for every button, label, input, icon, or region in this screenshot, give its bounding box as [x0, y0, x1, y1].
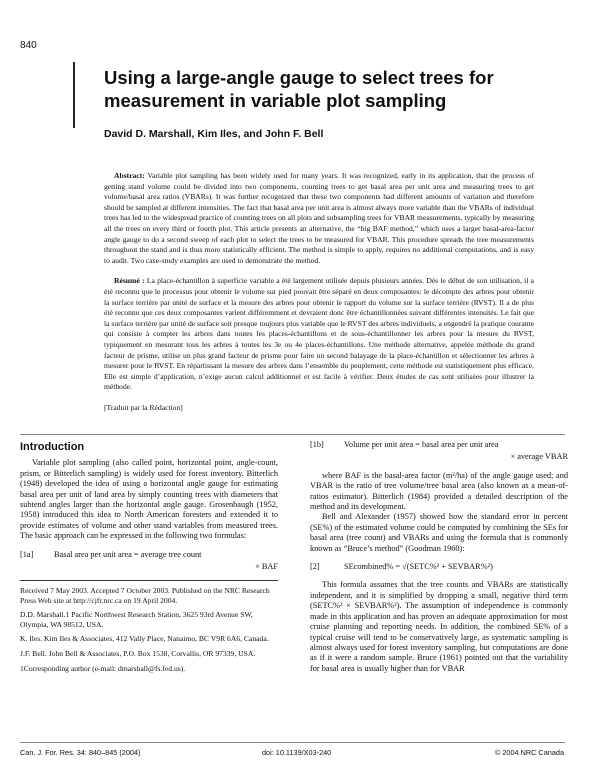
equation-1b-body: Volume per unit area = basal area per unit area [344, 440, 499, 449]
footer-rule [20, 742, 565, 743]
equation-1a-continuation: × BAF [255, 562, 278, 572]
abstract-fr-lead: Résumé : [114, 276, 145, 286]
author-list: David D. Marshall, Kim Iles, and John F. Bell [104, 128, 324, 140]
footnotes [20, 586, 278, 678]
footnote-marshall: D.D. Marshall.1 Pacific Northwest Research Station, 3625 93rd Avenue SW, Olympia, WA 98512, USA. [20, 610, 253, 629]
equation-2 [310, 562, 568, 572]
equation-1b-continuation: × average VBAR [510, 452, 568, 462]
right-column [310, 440, 568, 674]
translation-note: [Traduit par la Rédaction] [104, 402, 183, 412]
right-paragraph-2: Bell and Alexander (1957) showed how the standard error in percent (SE%) of the estimated volume could be computed by combining the SEs for basal area (tree count) and VBARs and using the formula that is commonly known as “Bruce’s method” (Goodman 1960): [310, 512, 568, 553]
footnote-received: Received 7 May 2003. Accepted 7 October 2003. Published on the NRC Research Press Web site at http://cjfr.nrc.ca on 19 April 2004. [20, 586, 270, 605]
abstract-en-lead: Abstract: [114, 171, 145, 180]
intro-heading: Introduction [20, 441, 85, 453]
abstract-en-text: Variable plot sampling has been widely used for many years. It was recognized, early in its application, that the process of getting stand volume could be divided into two components, counting trees to get basal area per unit area and measuring trees to get volume/basal area ratios (VBARs). It was further recognized that these two components had different amounts of variation and therefore should be sampled at different intensities. The fact that basal area per unit area is almost always more variable than the VBARs of individual trees has led to the widespread practice of counting trees on all plots and subsampling trees for VBAR measurements, typically by measuring all the trees on every third or fourth plot. This article presents an alternative, the “big BAF method,” which uses a larger basal-area-factor angle gauge to do a second sweep of each plot to select the trees to be measured for VBAR. This procedure spreads the tree measurements throughout the stand and is thus more statistically efficient. The method is simple to apply, requires no additional computations, and is easy to audit. Two case-study examples are used to demonstrate the method. [104, 171, 534, 265]
equation-2-number: [2] [310, 562, 320, 572]
article-title: Using a large-angle gauge to select trees for measurement in variable plot sampling [104, 67, 494, 111]
footnote-rule [20, 580, 278, 581]
abstract-en [104, 171, 534, 266]
footnote-bell: J.F. Bell. John Bell & Associates, P.O. Box 1538, Corvallis, OR 97339, USA. [20, 648, 256, 658]
equation-1a-number: [1a] [20, 549, 34, 559]
page-number: 840 [20, 40, 37, 51]
equation-1a-body: Basal area per unit area = average tree count [54, 549, 202, 559]
footnote-iles: K. Iles. Kim Iles & Associates, 412 Vally Place, Nanaimo, BC V9R 6A6, Canada. [20, 634, 269, 644]
right-paragraph-3: This formula assumes that the tree counts and VBARs are statistically independent, and it is simplified by dropping a small, negative third term (SETC%² × SEVBAR%²). The assumption of independence is commonly made in this application and has proven an adequate approximation for most cruise planning and reporting needs. In addition, the combined SE% of a typical cruise will tend to be conservatively large, as systematic sampling is almost always used for forest inventory sampling, but computations are done as if it were a random sample. Bruce (1961) pointed out that the variability for basal area is usually higher than for VBAR [310, 580, 568, 673]
right-paragraph-1: where BAF is the basal-area factor (m²/ha) of the angle gauge used; and VBAR is the ratio of tree volume/tree basal area (also known as a mean-of-ratios estimator). Bitterlich (1984) provided a detailed description of the method and its development. [310, 470, 568, 512]
abstract-block [104, 171, 534, 423]
equation-2-body: SEcombined% = √(SETC%² + SEVBAR%²) [344, 562, 493, 572]
copyright: © 2004 NRC Canada [494, 748, 564, 757]
equation-1a [20, 550, 278, 560]
intro-paragraph: Variable plot sampling (also called point, horizontal point, angle-count, prism, or Bitterlich sampling) is widely used for forest inventory. Bitterlich (1948) developed the idea of using a horizontal angle gauge for estimating basal area per unit of land area by simply counting trees with diameters that subtend angles larger than the horizontal angle gauge. Grosenbaugh (1952, 1958) introduced this idea to North American foresters and extended it to provide estimates of volume and other stand variables from measured trees. The basic approach can be expressed in the following two formulas: [20, 458, 278, 541]
left-column [20, 440, 278, 580]
footnote-corresponding: 1Corresponding author (e-mail: dmarshall@fs.fed.us). [20, 663, 186, 673]
equation-1b-number: [1b] [310, 440, 324, 449]
title-rule [73, 62, 75, 128]
section-divider [20, 434, 565, 435]
abstract-fr [104, 276, 534, 393]
doi: doi: 10.1139/X03-240 [262, 748, 332, 757]
journal-citation: Can. J. For. Res. 34: 840–845 (2004) [20, 748, 141, 757]
equation-1b [310, 440, 568, 450]
abstract-fr-text: La place-échantillon à superficie variable a été largement utilisée depuis plusieurs années. Dès le début de son utilisation, il a été reconnu que le processus pour obtenir le volume sur pied pouvait être séparé en deux composantes: le décompte des arbres pour obtenir la surface terrière par unité de surface et la mesure des arbres pour obtenir le rapport du volume sur la surface terrière (RVST). Il a de plus été reconnu que ces deux composantes varient différemment et devraient donc être échantillonnées suivant différentes intensités. Le fait que la surface terrière par unité de surface soit presque toujours plus variable que le RVST des arbres individuels, a engendré la pratique courante qui consiste à compter les arbres dans toutes les places-échantillons et de sous-échantillonner les arbres pour la mesure du RVST, typiquement en mesurant tous les arbres à toutes les 3e ou 4e places-échantillons. Une méthode alternative, appelée méthode du grand facteur de prisme, utilise un plus grand facteur de prisme pour faire un second balayage de la place-échantillon et sélectionner les arbres à mesurer pour le RVST. En répartissant la mesure des arbres dans l’ensemble du peuplement, cette méthode est statistiquement plus efficace. Elle est simple d’application, n’exige aucun calcul additionnel et est facile à vérifier. Deux études de cas sont utilisées pour illustrer la méthode. [104, 276, 534, 392]
